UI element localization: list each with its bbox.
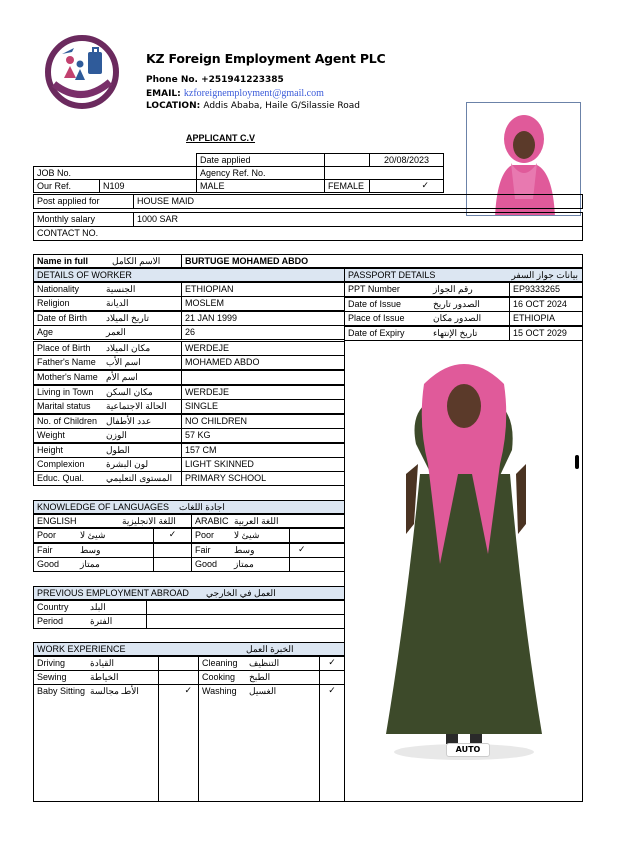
english-level-check [153, 543, 192, 558]
detail-value: SINGLE [181, 399, 345, 414]
contact-label: CONTACT NO. [33, 226, 583, 241]
company-logo-icon [44, 34, 120, 110]
detail-label [33, 370, 182, 385]
label-text: Living in Town [37, 387, 94, 397]
passport-label-ar: رقم الجواز [433, 284, 473, 294]
detail-label-ar: اسم الأب [106, 357, 141, 367]
detail-value: 26 [181, 325, 345, 340]
label-text: Religion [37, 298, 70, 308]
detail-label [33, 311, 182, 326]
work-skill-check [158, 656, 199, 671]
label-text: Sewing [37, 672, 67, 682]
detail-value: NO CHILDREN [181, 414, 345, 429]
label-text: Date of Expiry [348, 328, 405, 338]
label-text: Driving [37, 658, 66, 668]
arabic-level-label [191, 557, 290, 572]
english-level-label-ar: شيئ لا [80, 530, 106, 540]
detail-label-ar: مكان الميلاد [106, 343, 151, 353]
label-text: Father's Name [37, 357, 96, 367]
auto-badge: AUTO [446, 743, 490, 757]
work-skill-label-ar: الخياطة [90, 672, 119, 682]
location-line: LOCATION: Addis Ababa, Haile G/Silassie Road [146, 101, 360, 111]
english-level-label-ar: ممتاز [80, 559, 100, 569]
passport-label [344, 311, 510, 326]
detail-label [33, 443, 182, 458]
work-skill-label [198, 670, 320, 685]
work-skill-label-ar: الغسيل [249, 686, 277, 696]
prev-employment-label-ar: البلد [90, 602, 106, 612]
company-name: KZ Foreign Employment Agent PLC [146, 51, 386, 66]
arabic-header: ARABIC اللغة العربية [191, 514, 345, 528]
detail-label [33, 471, 182, 486]
detail-label [33, 296, 182, 311]
english-header: ENGLISH اللغة الانجليزية [33, 514, 192, 528]
full-name-label: Name in full الاسم الكامل [33, 254, 182, 268]
detail-label-ar: الطول [106, 445, 130, 455]
detail-label-ar: عدد الأطفال [106, 416, 152, 426]
label-text: Baby Sitting [37, 686, 86, 696]
detail-label-ar: الديانة [106, 298, 129, 308]
prev-employment-value [146, 614, 345, 629]
email-link[interactable]: kzforeignemployment@gmail.com [183, 88, 324, 99]
email-line: EMAIL: kzforeignemployment@gmail.com [146, 88, 324, 99]
detail-value: ETHIOPIAN [181, 282, 345, 297]
label-text: Period [37, 616, 64, 626]
work-skill-check: ✓ [158, 684, 199, 802]
detail-label-ar: تاريخ الميلاد [106, 313, 149, 323]
work-skill-label [33, 656, 159, 671]
label-text: Height [37, 445, 64, 455]
arabic-level-label-ar: شيئ لا [234, 530, 260, 540]
detail-value: MOHAMED ABDO [181, 355, 345, 370]
label-text: Complexion [37, 459, 85, 469]
date-applied-value: 20/08/2023 [369, 153, 444, 167]
english-level-check: ✓ [153, 528, 192, 543]
salary-value: 1000 SAR [133, 212, 583, 227]
detail-label [33, 428, 182, 443]
prev-employment-label-ar: الفترة [90, 616, 113, 626]
phone-value: +251941223385 [201, 75, 284, 85]
detail-label [33, 355, 182, 370]
label-text: Place of Issue [348, 313, 405, 323]
detail-label [33, 457, 182, 472]
work-skill-check: ✓ [319, 684, 345, 802]
passport-label [344, 326, 510, 341]
detail-label-ar: لون البشرة [106, 459, 149, 469]
applicant-photo-full [346, 354, 582, 764]
english-level-label [33, 543, 154, 558]
our-ref-value: N109 [99, 179, 197, 193]
passport-heading: PASSPORT DETAILS بيانات جواز السفر [344, 268, 583, 282]
male-label: MALE [196, 179, 325, 193]
label-text: No. of Children [37, 416, 98, 426]
passport-label-ar: الصدور تاريخ [433, 299, 480, 309]
detail-label-ar: اسم الأم [106, 372, 138, 382]
date-applied-label: Date applied [196, 153, 325, 167]
edge-mark-icon [575, 455, 579, 469]
label-text: Poor [195, 530, 215, 540]
label-text: Date of Birth [37, 313, 88, 323]
label-text: PPT Number [348, 284, 400, 294]
detail-label [33, 325, 182, 340]
prev-employment-heading: PREVIOUS EMPLOYMENT ABROAD العمل في الخارجي [33, 586, 345, 600]
label-text: Fair [195, 545, 211, 555]
passport-value: 16 OCT 2024 [509, 297, 583, 312]
passport-label-ar: تاريخ الإنتهاء [433, 328, 478, 338]
agency-ref-label: Agency Ref. No. [196, 166, 325, 180]
detail-label [33, 282, 182, 297]
arabic-level-label [191, 543, 290, 558]
detail-label-ar: الحالة الاجتماعية [106, 401, 167, 411]
prev-employment-label [33, 614, 147, 629]
detail-label-ar: الجنسية [106, 284, 136, 294]
female-checkmark: ✓ [369, 179, 444, 193]
label-text: Good [37, 559, 60, 569]
prev-employment-value [146, 600, 345, 615]
date-applied-blank [324, 153, 370, 167]
label-text: Washing [202, 686, 237, 696]
passport-value: 15 OCT 2029 [509, 326, 583, 341]
label-text: Date of Issue [348, 299, 402, 309]
label-text: Fair [37, 545, 53, 555]
passport-value: EP9333265 [509, 282, 583, 297]
work-skill-label-ar: الأطـ مجالسة [90, 686, 139, 696]
english-level-check [153, 557, 192, 572]
label-text: Marital status [37, 401, 91, 411]
english-level-label-ar: وسط [80, 545, 101, 555]
detail-label-ar: الوزن [106, 430, 127, 440]
form-title: APPLICANT C.V [186, 133, 256, 143]
arabic-level-label-ar: وسط [234, 545, 255, 555]
label-text: Poor [37, 530, 57, 540]
work-skill-check [319, 670, 345, 685]
female-label: FEMALE [324, 179, 370, 193]
detail-value [181, 370, 345, 385]
passport-value: ETHIOPIA [509, 311, 583, 326]
detail-value: WERDEJE [181, 341, 345, 356]
label-text: Good [195, 559, 218, 569]
phone-line: Phone No. +251941223385 [146, 75, 284, 85]
label-text: Cleaning [202, 658, 238, 668]
detail-label [33, 414, 182, 429]
salary-label: Monthly salary [33, 212, 134, 227]
detail-value: MOSLEM [181, 296, 345, 311]
our-ref-label: Our Ref. [33, 179, 100, 193]
label-text: Age [37, 327, 54, 337]
label-text: Place of Birth [37, 343, 91, 353]
detail-label-ar: مكان السكن [106, 387, 153, 397]
post-value: HOUSE MAID [133, 194, 583, 209]
full-name-value: BURTUGE MOHAMED ABDO [181, 254, 583, 268]
work-skill-label [198, 656, 320, 671]
detail-label [33, 341, 182, 356]
arabic-level-label-ar: ممتاز [234, 559, 254, 569]
detail-value: 57 KG [181, 428, 345, 443]
detail-label [33, 385, 182, 400]
arabic-level-label [191, 528, 290, 543]
detail-value: 21 JAN 1999 [181, 311, 345, 326]
location-value: Addis Ababa, Haile G/Silassie Road [203, 101, 360, 111]
label-text: Weight [37, 430, 65, 440]
detail-label-ar: المستوى التعليمي [106, 473, 173, 483]
label-text: Mother's Name [37, 372, 98, 382]
english-level-label [33, 528, 154, 543]
job-no-label: JOB No. [33, 166, 197, 180]
detail-label [33, 399, 182, 414]
passport-label [344, 297, 510, 312]
detail-value: 157 CM [181, 443, 345, 458]
arabic-level-check: ✓ [289, 543, 345, 558]
languages-heading: KNOWLEDGE OF LANGUAGES اجادة اللغات [33, 500, 345, 514]
work-table-body-border [33, 684, 345, 802]
post-label: Post applied for [33, 194, 134, 209]
agency-ref-value [324, 166, 444, 180]
work-skill-check [158, 670, 199, 685]
detail-label-ar: العمر [106, 327, 126, 337]
work-skill-label-ar: التنظيف [249, 658, 280, 668]
work-skill-label-ar: القيادة [90, 658, 114, 668]
detail-value: PRIMARY SCHOOL [181, 471, 345, 486]
work-heading: WORK EXPERIENCE الخبرة العمل [33, 642, 345, 656]
arabic-level-check [289, 557, 345, 572]
passport-label [344, 282, 510, 297]
work-skill-check: ✓ [319, 656, 345, 671]
work-skill-label-ar: الطبخ [249, 672, 271, 682]
english-level-label [33, 557, 154, 572]
prev-employment-label [33, 600, 147, 615]
arabic-level-check [289, 528, 345, 543]
label-text: Country [37, 602, 69, 612]
label-text: Nationality [37, 284, 80, 294]
label-text: Cooking [202, 672, 236, 682]
detail-value: WERDEJE [181, 385, 345, 400]
work-skill-label [33, 670, 159, 685]
detail-value: LIGHT SKINNED [181, 457, 345, 472]
label-text: Educ. Qual. [37, 473, 85, 483]
details-heading: DETAILS OF WORKER [33, 268, 345, 282]
passport-label-ar: الصدور مكان [433, 313, 482, 323]
